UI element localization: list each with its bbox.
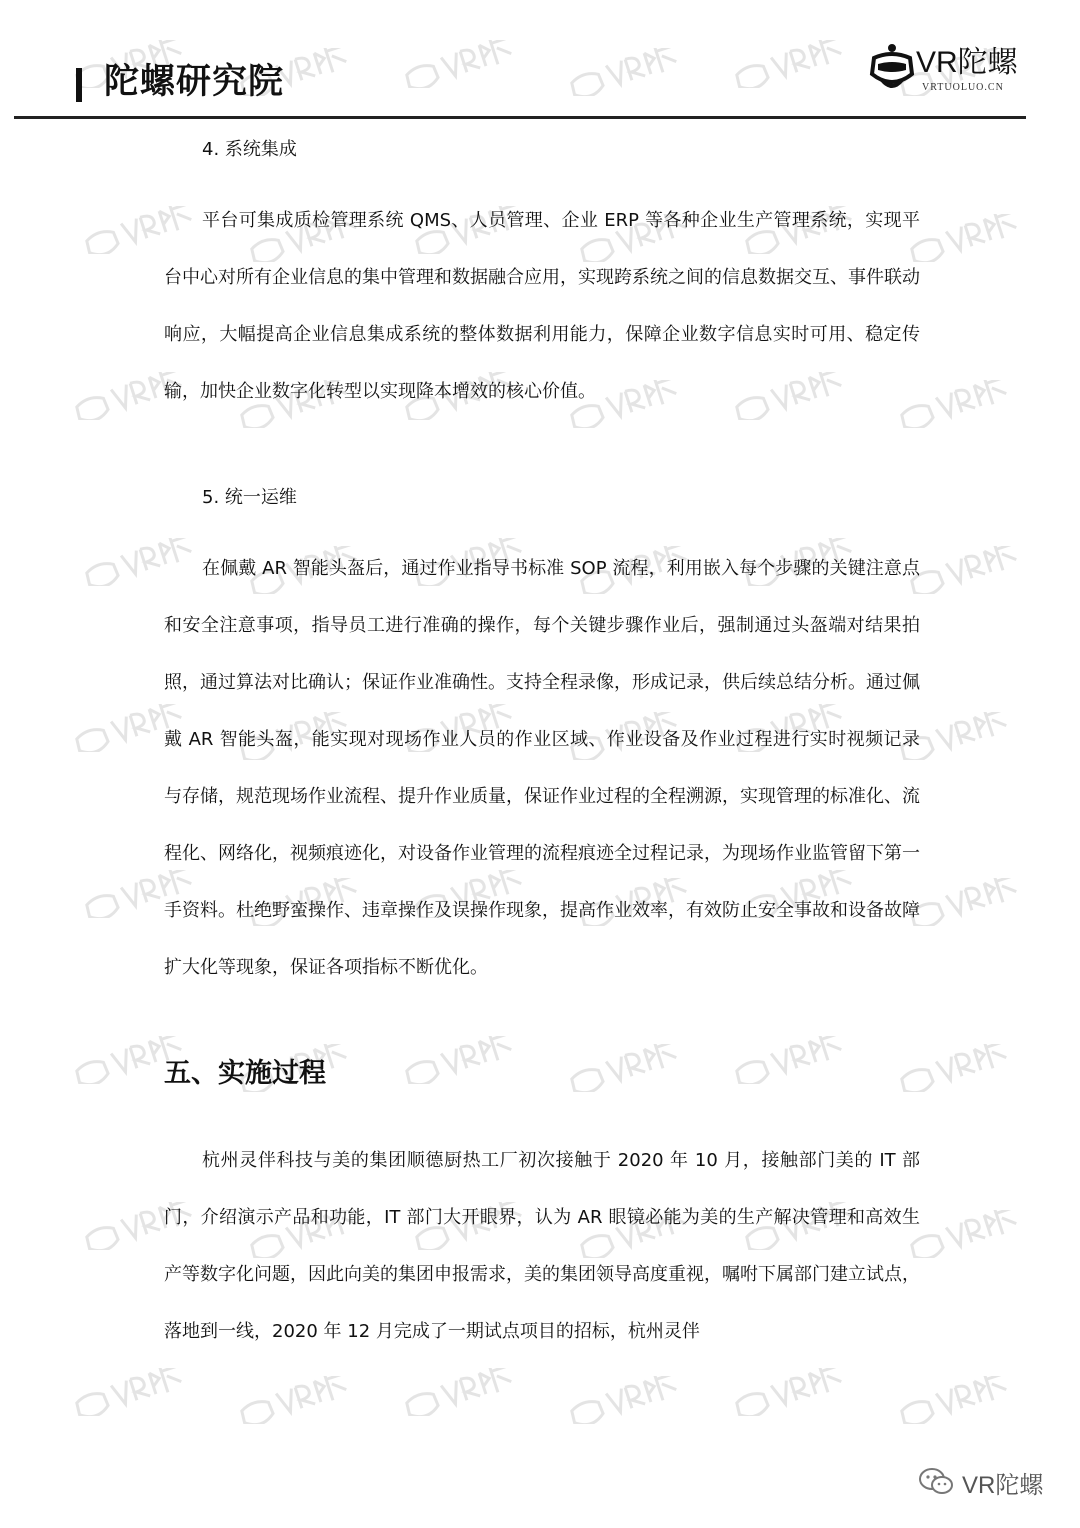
vr-logo-watermark [235, 1376, 355, 1424]
paragraph-implementation: 杭州灵伴科技与美的集团顺德厨热工厂初次接触于 2020 年 10 月，接触部门美的 IT 部门，介绍演示产品和功能，IT 部门大开眼界，认为 AR 眼镜必能为美的生产解决管理和高效生产等数字化问题，因此向美的集团申报需求，美的集团领导高度重视，嘱咐下属部门建立试点，落地到一线，2020 年 12 月完成了一期试点项目的招标，杭州灵伴 [164, 1150, 920, 1342]
vr-logo-watermark [400, 1368, 520, 1416]
footer-account-badge [918, 1462, 1043, 1502]
paragraph-unified-ops: 在佩戴 AR 智能头盔后，通过作业指导书标准 SOP 流程，利用嵌入每个步骤的关键注意点和安全注意事项，指导员工进行准确的操作，每个关键步骤作业后，强制通过头盔端对结果拍照，通过算法对比确认；保证作业准确性。支持全程录像，形成记录，供后续总结分析。通过佩戴 AR 智能头盔，能实现对现场作业人员的作业区域、作业设备及作业过程进行实时视频记录与存储，规范现场作业流程、提升作业质量，保证作业过程的全程溯源，实现管理的标准化、流程化、网络化，视频痕迹化，对设备作业管理的流程痕迹全过程记录，为现场作业监管留下第一手资料。杜绝野蛮操作、违章操作及误操作现象，提高作业效率，有效防止安全事故和设备故障扩大化等现象，保证各项指标不断优化。 [164, 558, 920, 978]
vr-logo-watermark [905, 214, 1025, 262]
subsection-heading-unified-ops: 5. 统一运维 [202, 487, 297, 508]
subsection-heading-system-integration: 4. 系统集成 [202, 139, 297, 160]
vr-logo-watermark [905, 1210, 1025, 1258]
section-heading-implementation: 五、实施过程 [164, 1058, 326, 1089]
header-accent-bar [76, 68, 82, 102]
paragraph-system-integration: 平台可集成质检管理系统 QMS、人员管理、企业 ERP 等各种企业生产管理系统，实现平台中心对所有企业信息的集中管理和数据融合应用，实现跨系统之间的信息数据交互、事件联动响应，大幅提高企业信息集成系统的整体数据利用能力，保障企业数字信息实时可用、稳定传输，加快企业数字化转型以实现降本增效的核心价值。 [164, 210, 920, 402]
header-title: 陀螺研究院 [104, 62, 285, 102]
brand-logo [862, 40, 1032, 110]
vr-logo-watermark [905, 546, 1025, 594]
document-body [164, 128, 920, 1360]
page-header [0, 0, 1080, 122]
footer-account-label: VR陀螺 [962, 1471, 1044, 1499]
logo-text: VR陀螺 [916, 46, 1018, 79]
vr-logo-watermark [905, 878, 1025, 926]
wechat-icon [918, 1467, 954, 1497]
header-divider [14, 116, 1026, 119]
vr-logo-watermark [895, 1376, 1015, 1424]
vr-headset-icon [862, 40, 922, 98]
vr-logo-watermark [565, 1376, 685, 1424]
vr-logo-watermark [70, 1368, 190, 1416]
vr-logo-watermark [730, 1368, 850, 1416]
logo-subtext: VRTUOLUO.CN [922, 82, 1004, 93]
